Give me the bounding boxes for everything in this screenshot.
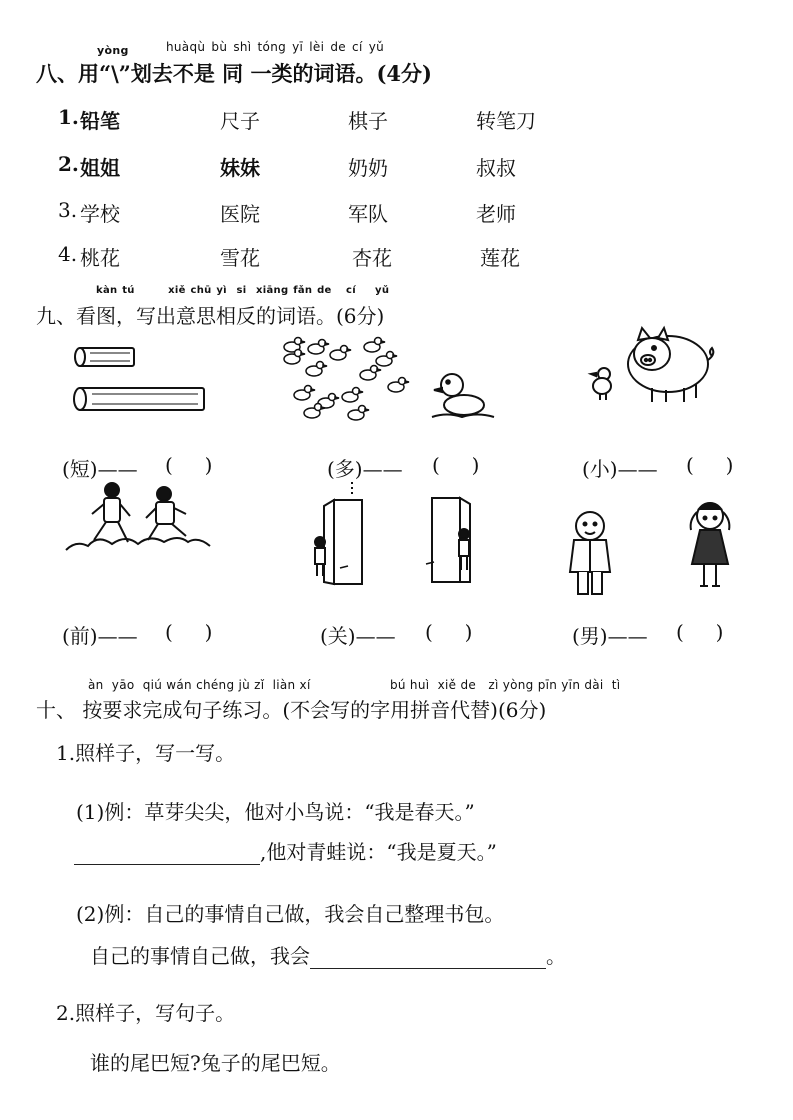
row-1-number: 1. [58,105,79,129]
word-3-4[interactable]: 老师 [476,202,516,226]
boy-girl-image [560,490,740,600]
word-2-1[interactable]: 姐姐 [80,156,120,180]
pig-chick-image [582,322,732,412]
opposite-blank-6[interactable]: ( ) [676,620,724,644]
fill-line-1 [74,836,497,865]
fill-line-1-text: ,他对青蛙说：“我是夏天。” [260,840,497,864]
pinyin-title-10-right: bú huì xiě de zì yòng pīn yīn dài tì [390,678,621,692]
word-4-4[interactable]: 莲花 [480,246,520,270]
section-8-title: 八、用“\”划去不是 同 一类的词语。(4分) [36,61,432,86]
opposite-given-1: (短)—— [62,457,138,481]
answer-blank-2[interactable] [310,948,546,969]
pinyin-title-9: kàn tú xiě chū yì si xiāng fǎn de cí yǔ [96,285,390,296]
opposite-given-6: (男)—— [572,624,648,648]
row-4-number: 4. [58,242,78,266]
pinyin-yong: yòng [97,44,129,57]
word-3-2[interactable]: 医院 [220,202,260,226]
example-1: (1)例：草芽尖尖，他对小鸟说：“我是春天。” [76,800,475,824]
opposite-blank-5[interactable]: ( ) [425,620,473,644]
opposite-blank-1[interactable]: ( ) [165,453,213,477]
ducks-image [282,335,507,425]
word-2-4[interactable]: 叔叔 [476,156,516,180]
section-10-title: 十、 按要求完成句子练习。(不会写的字用拼音代替)(6分) [36,698,547,722]
example-3: 谁的尾巴短?兔子的尾巴短。 [90,1051,341,1075]
word-1-4[interactable]: 转笔刀 [476,109,536,133]
opposite-blank-4[interactable]: ( ) [165,620,213,644]
row-2-number: 2. [58,152,79,176]
answer-blank-1[interactable] [74,844,260,865]
opposite-blank-2[interactable]: ( ) [432,453,480,477]
pinyin-title-10-left: àn yāo qiú wán chéng jù zǐ liàn xí [88,678,311,692]
section-9-title: 九、看图，写出意思相反的词语。(6分) [36,304,385,328]
fill-line-2 [90,940,566,969]
opposite-given-5: (关)—— [320,624,396,648]
row-3-number: 3. [58,198,78,222]
word-1-3[interactable]: 棋子 [348,109,388,133]
fill-line-2-suffix: 。 [546,944,566,968]
doors-image [300,480,485,585]
logs-image [72,342,212,422]
word-1-2[interactable]: 尺子 [220,109,260,133]
word-4-3[interactable]: 杏花 [352,246,392,270]
question-1-label: 1.照样子，写一写。 [56,741,236,765]
word-1-1[interactable]: 铅笔 [80,109,120,133]
opposite-given-2: (多)—— [327,457,403,481]
opposite-given-4: (前)—— [62,624,138,648]
word-4-2[interactable]: 雪花 [220,246,260,270]
word-2-2[interactable]: 妹妹 [220,156,260,180]
opposite-blank-3[interactable]: ( ) [686,453,734,477]
pinyin-title-8: huàqù bù shì tóng yī lèi de cí yǔ [166,40,385,54]
word-2-3[interactable]: 奶奶 [348,156,388,180]
word-3-3[interactable]: 军队 [348,202,388,226]
opposite-given-3: (小)—— [582,457,658,481]
question-2-label: 2.照样子，写句子。 [56,1001,236,1025]
example-2: (2)例：自己的事情自己做，我会自己整理书包。 [76,902,505,926]
word-4-1[interactable]: 桃花 [80,246,120,270]
fill-line-2-prefix: 自己的事情自己做，我会 [90,944,310,968]
word-3-1[interactable]: 学校 [80,202,120,226]
runners-image [62,478,217,560]
